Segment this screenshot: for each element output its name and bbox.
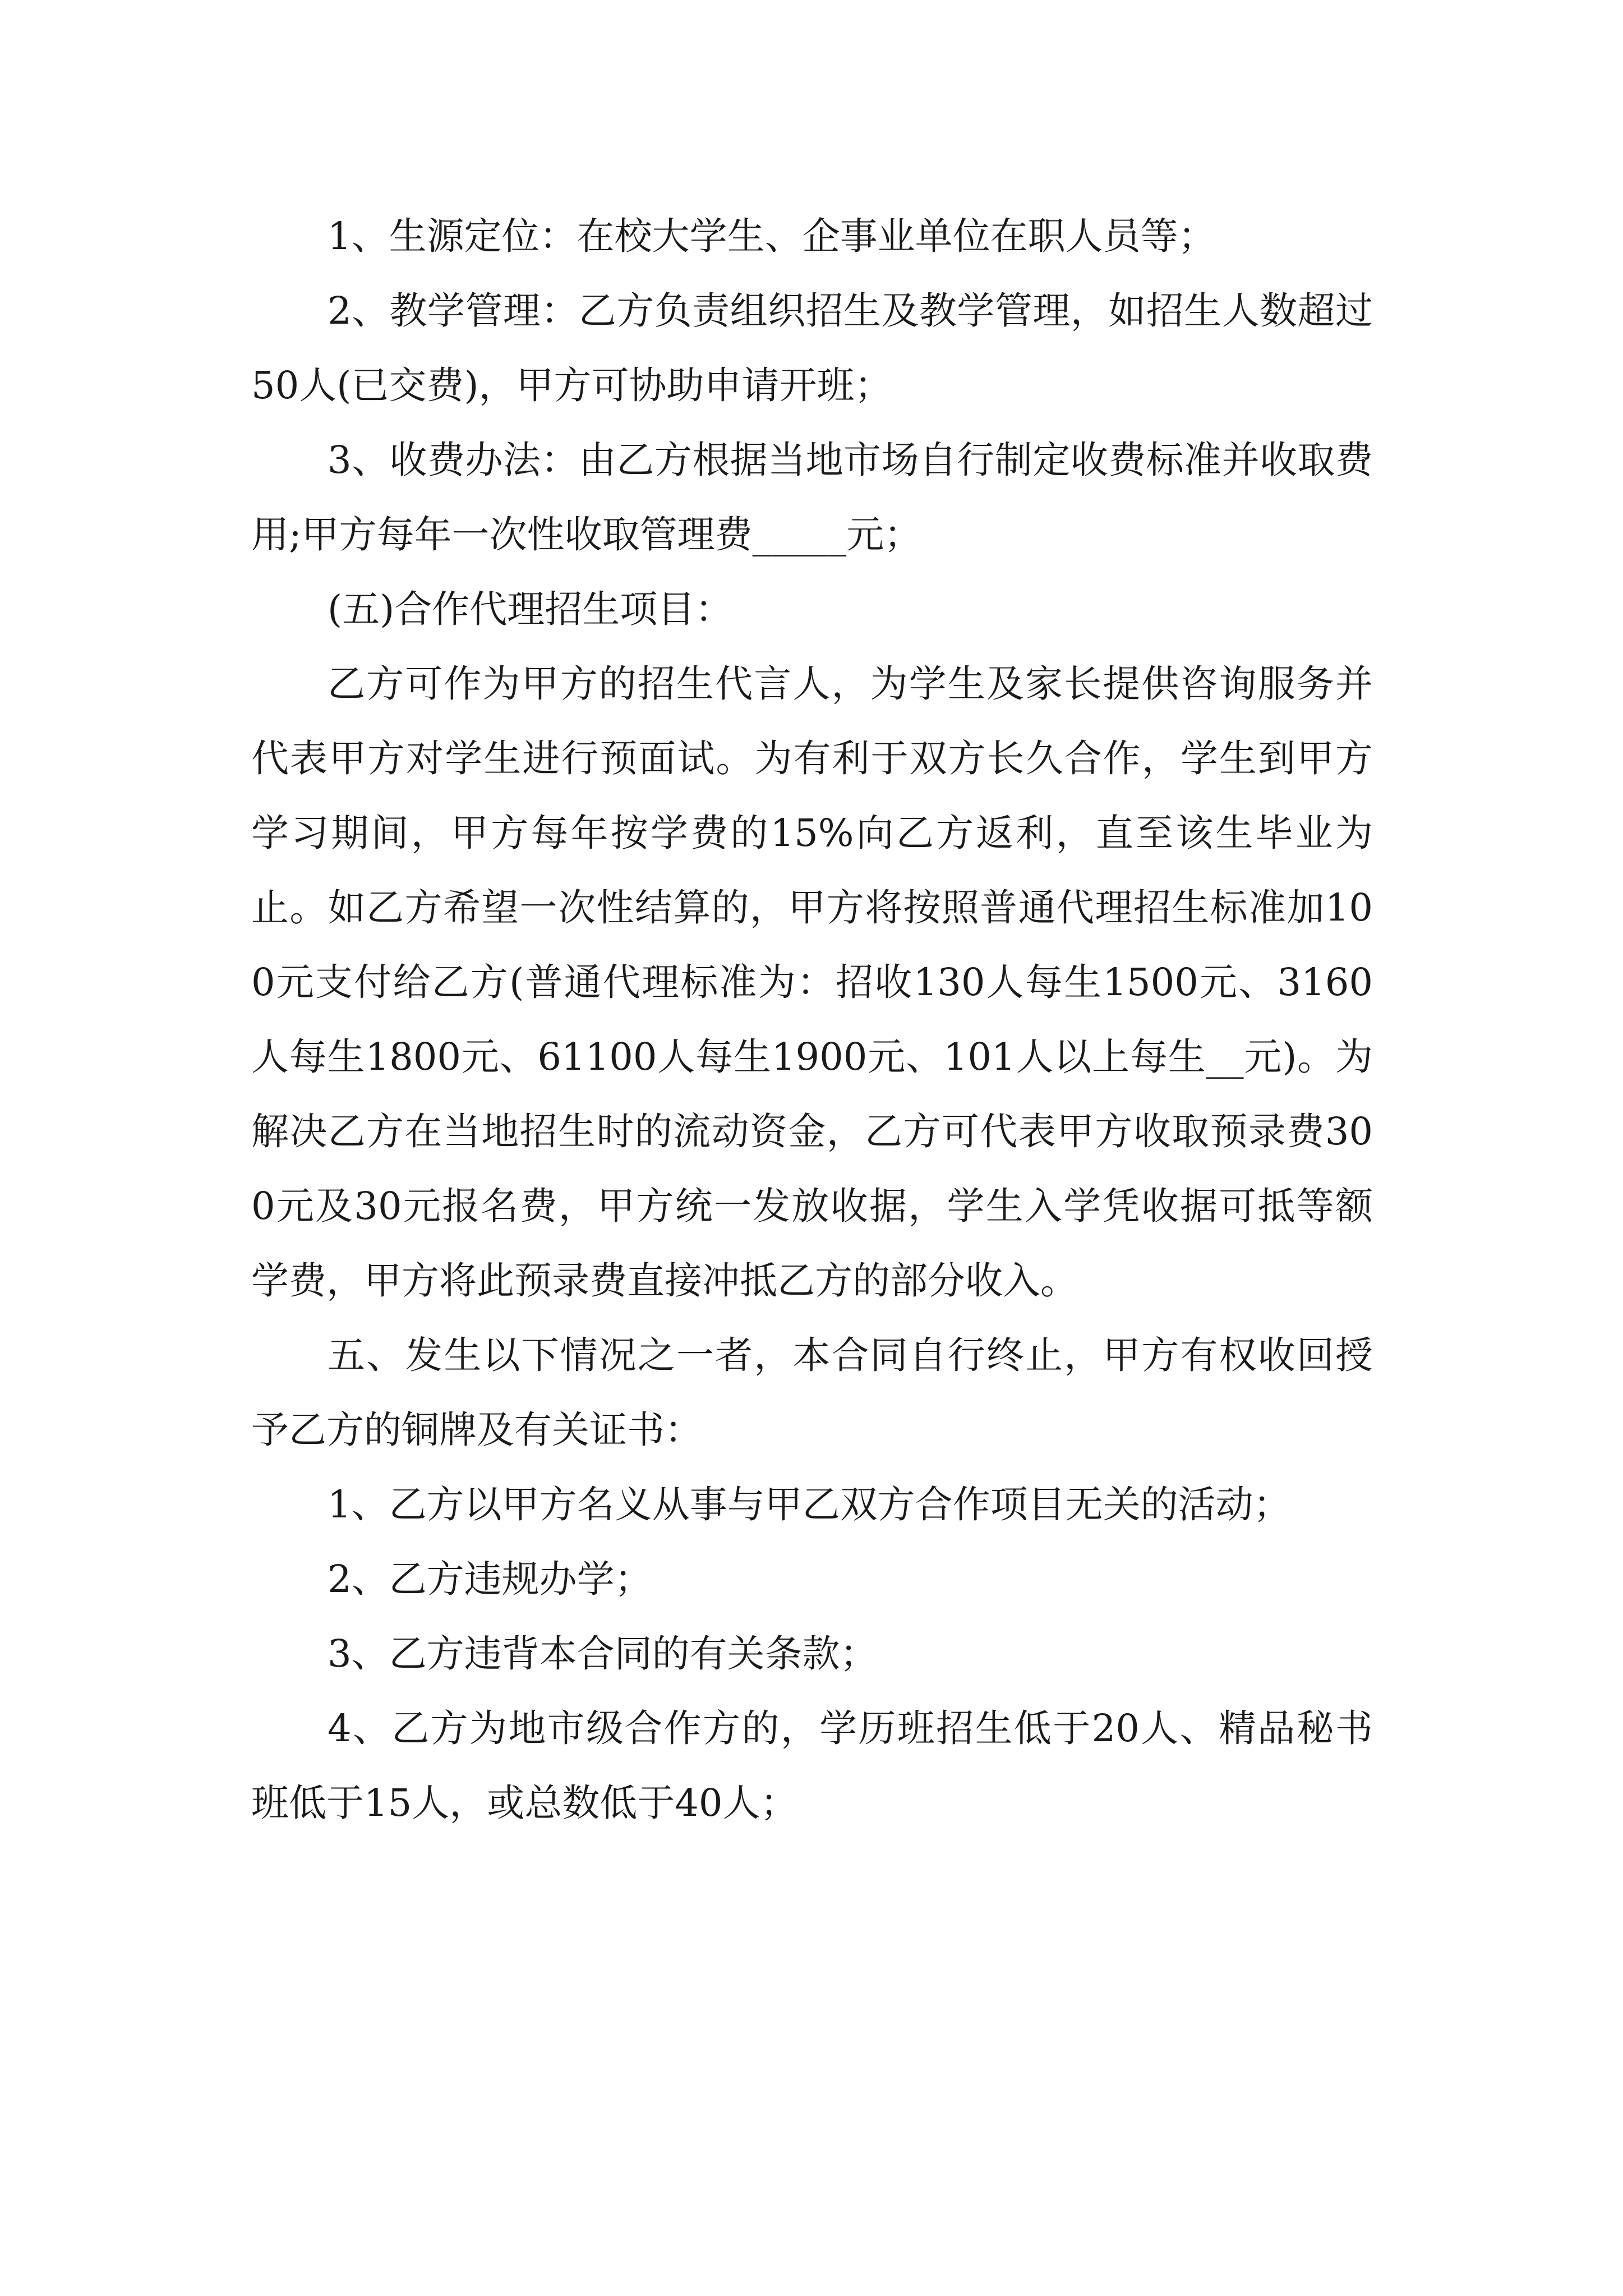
paragraph-termination-item-2: 2、乙方违规办学； — [328, 1557, 652, 1601]
paragraph-teaching-management: 2、教学管理：乙方负责组织招生及教学管理，如招生人数超过50人(已交费)，甲方可协助申请开班； — [251, 289, 1373, 407]
paragraph-termination-heading: 五、发生以下情况之一者，本合同自行终止，甲方有权收回授予乙方的铜牌及有关证书： — [251, 1333, 1373, 1452]
paragraph-agency-heading: (五)合作代理招生项目： — [328, 587, 733, 631]
paragraph-agency-terms: 乙方可作为甲方的招生代言人，为学生及家长提供咨询服务并代表甲方对学生进行预面试。为有利于双方长久合作，学生到甲方学习期间，甲方每年按学费的15%向乙方返利，直至该生毕业为止。如乙方希望一次性结算的，甲方将按照普通代理招生标准加100元支付给乙方(普通代理标准为：招收130人每生1500元、3160人每生1800元、61100人每生1900元、101人以上每生__元)。为解决乙方在当地招生时的流动资金，乙方可代表甲方收取预录费300元及30元报名费，甲方统一发放收据，学生入学凭收据可抵等额学费，甲方将此预录费直接冲抵乙方的部分收入。 — [251, 662, 1373, 1303]
paragraph-termination-item-4: 4、乙方为地市级合作方的，学历班招生低于20人、精品秘书班低于15人，或总数低于40人； — [251, 1706, 1373, 1825]
document-body — [251, 199, 1373, 1841]
paragraph-fee-method: 3、收费办法：由乙方根据当地市场自行制定收费标准并收取费用;甲方每年一次性收取管理费_____元； — [251, 438, 1373, 556]
paragraph-termination-item-3: 3、乙方违背本合同的有关条款； — [328, 1632, 878, 1676]
paragraph-enrollment-target: 1、生源定位：在校大学生、企事业单位在职人员等； — [328, 214, 1216, 258]
paragraph-termination-item-1: 1、乙方以甲方名义从事与甲乙双方合作项目无关的活动； — [328, 1483, 1291, 1526]
